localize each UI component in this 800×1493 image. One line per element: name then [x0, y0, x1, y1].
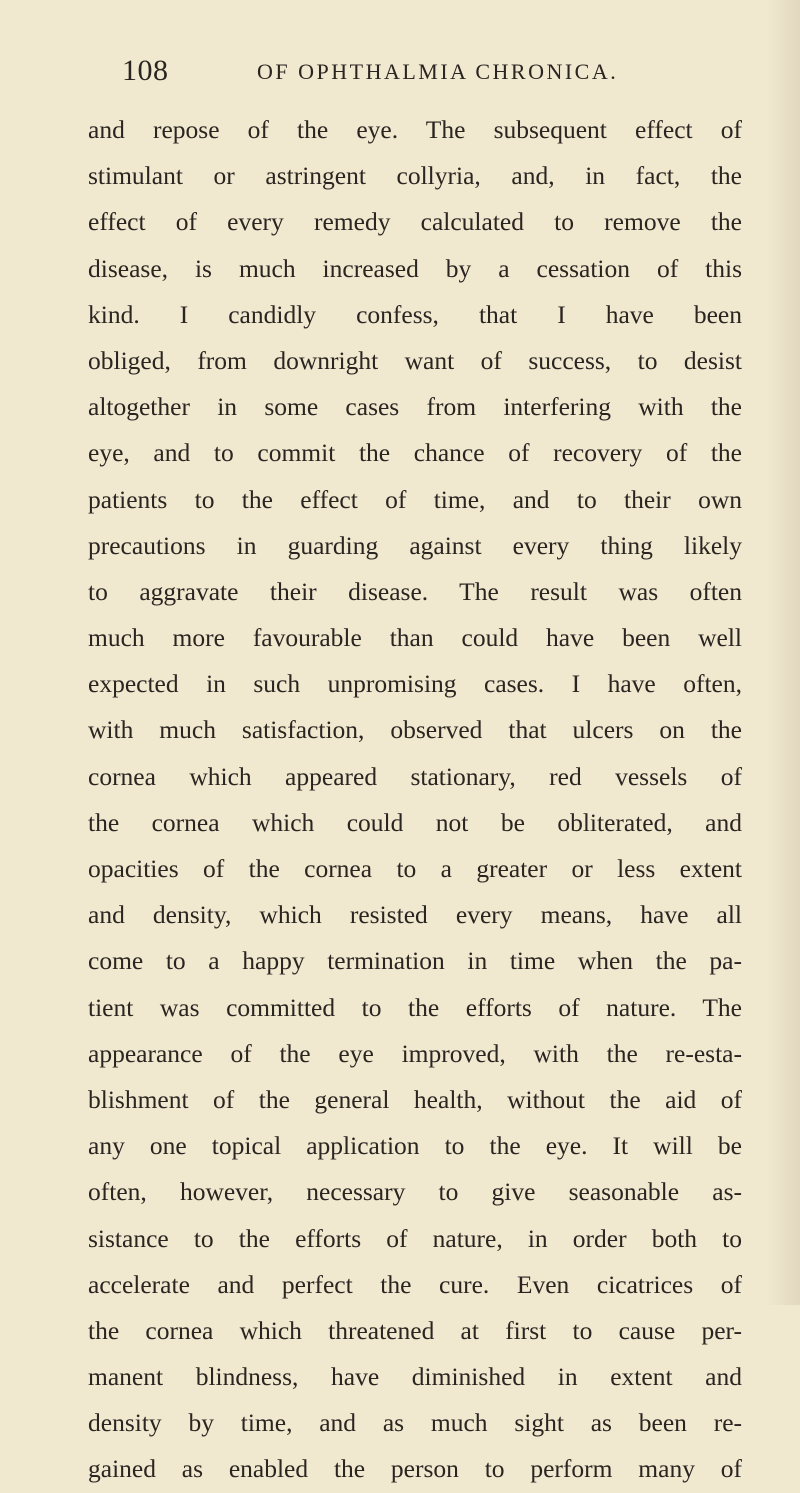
text-line: and density, which resisted every means, have all	[88, 900, 742, 930]
text-line: density by time, and as much sight as been re-	[88, 1408, 742, 1438]
text-line: effect of every remedy calculated to remove the	[88, 207, 742, 237]
text-line: appearance of the eye improved, with the re-esta-	[88, 1038, 742, 1068]
text-line: manent blindness, have diminished in extent and	[88, 1362, 742, 1392]
text-line: with much satisfaction, observed that ulcers on the	[88, 715, 742, 745]
page-edge-shadow	[766, 0, 800, 1305]
text-line: expected in such unpromising cases. I have often,	[88, 669, 742, 699]
text-line: opacities of the cornea to a greater or less extent	[88, 854, 742, 883]
page-header	[122, 54, 667, 94]
running-title: OF OPHTHALMIA CHRONICA.	[257, 59, 619, 84]
text-line: cornea which appeared stationary, red vessels of	[88, 761, 742, 791]
text-line: come to a happy termination in time when the pa-	[88, 946, 742, 976]
text-line: blishment of the general health, without the aid of	[88, 1084, 742, 1114]
text-line: often, however, necessary to give seasonable as-	[88, 1177, 742, 1207]
body-text	[88, 107, 742, 1493]
text-line: the cornea which could not be obliterated, and	[88, 807, 742, 837]
text-line: patients to the effect of time, and to their own	[88, 484, 742, 514]
text-line: kind. I candidly confess, that I have been	[88, 299, 742, 329]
text-line: obliged, from downright want of success, to desist	[88, 345, 742, 375]
text-line: gained as enabled the person to perform many of	[88, 1454, 742, 1484]
page-number: 108	[122, 54, 169, 87]
text-line: sistance to the efforts of nature, in order both to	[88, 1223, 742, 1253]
text-line: precautions in guarding against every thing likely	[88, 530, 742, 560]
text-line: and repose of the eye. The subsequent effect of	[88, 115, 742, 144]
text-line: to aggravate their disease. The result was often	[88, 576, 742, 606]
text-line: altogether in some cases from interfering with the	[88, 392, 742, 422]
text-line: much more favourable than could have been well	[88, 623, 742, 653]
text-line: stimulant or astringent collyria, and, in fact, the	[88, 161, 742, 191]
text-line: the cornea which threatened at first to cause per-	[88, 1315, 742, 1345]
text-line: accelerate and perfect the cure. Even cicatrices of	[88, 1269, 742, 1299]
text-line: eye, and to commit the chance of recovery of the	[88, 438, 742, 468]
text-line: tient was committed to the efforts of nature. The	[88, 992, 742, 1022]
text-line: any one topical application to the eye. It will be	[88, 1131, 742, 1161]
text-line: disease, is much increased by a cessation of this	[88, 253, 742, 283]
